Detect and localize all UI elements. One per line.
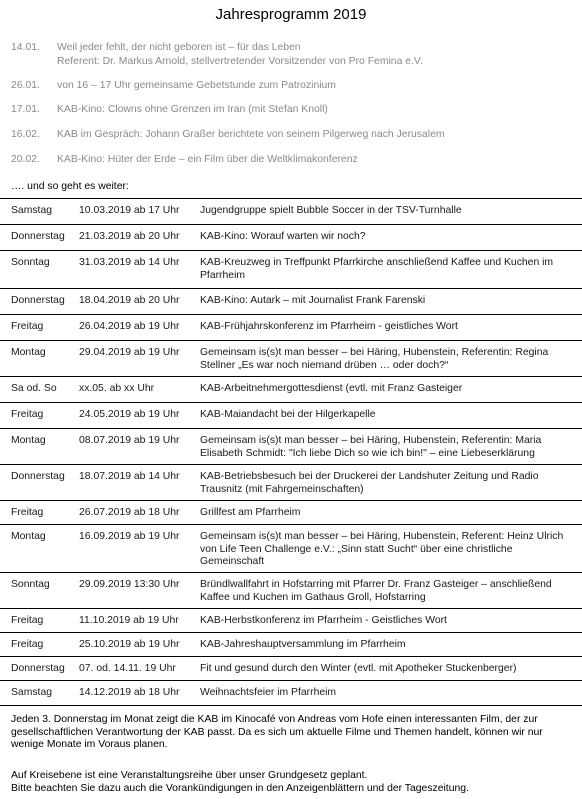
event-text: Gemeinsam is(s)t man besser – bei Häring, Hubenstein, Referentin: Maria Elisabeth Schmidt: "Ich liebe Dich so wie ich bin!" – eine Liebeserklärung [200,435,542,459]
event-day: Montag [11,435,46,446]
event-text: KAB-Herbstkonferenz im Pfarrheim - Geistliches Wort [200,615,447,626]
event-when: 10.03.2019 ab 17 Uhr [79,205,180,216]
event-row [0,680,582,705]
event-day: Samstag [11,205,53,216]
event-row [0,524,582,573]
event-text: KAB-Arbeitnehmergottesdienst (evtl. mit Franz Gasteiger [200,383,463,394]
event-when: 18.04.2019 ab 20 Uhr [79,295,180,306]
event-text: Jugendgruppe spielt Bubble Soccer in der TSV-Turnhalle [200,205,462,216]
event-day: Samstag [11,687,53,698]
event-text: KAB-Kino: Autark – mit Journalist Frank Farenski [200,295,426,306]
event-day: Sa od. So [11,383,57,394]
event-when: xx.05. ab xx Uhr [79,383,155,394]
event-row [0,376,582,403]
event-text: KAB-Betriebsbesuch bei der Druckerei der Landshuter Zeitung und Radio Trausnitz (mit Fahrgemeinschaften) [200,471,539,495]
event-when: 31.03.2019 ab 14 Uhr [79,257,180,268]
event-row [0,500,582,525]
event-text: Weihnachtsfeier im Pfarrheim [200,687,337,698]
event-row [0,340,582,377]
event-text: KAB-Kreuzweg in Treffpunkt Pfarrkirche anschließend Kaffee und Kuchen im Pfarrheim [200,257,554,281]
event-row [0,428,582,465]
event-text: KAB-Jahreshauptversammlung im Pfarrheim [200,639,406,650]
event-row [0,402,582,429]
continue-text: …. und so geht es weiter: [11,181,129,192]
event-when: 29.04.2019 ab 19 Uhr [79,347,180,358]
event-day: Montag [11,531,46,542]
event-when: 21.03.2019 ab 20 Uhr [79,231,180,242]
past-event-date: 17.01. [11,104,40,115]
event-day: Donnerstag [11,231,65,242]
event-row [0,314,582,341]
past-event-text: Weil jeder fehlt, der nicht geboren ist – für das Leben [57,42,301,53]
event-day: Freitag [11,409,44,420]
event-when: 14.12.2019 ab 18 Uhr [79,687,180,698]
event-day: Montag [11,347,46,358]
event-day: Freitag [11,615,44,626]
footer-paragraph: Jeden 3. Donnerstag im Monat zeigt die KAB im Kinocafé von Andreas vom Hofe einen interessanten Film, der zur gesellschaftlichen Verantwortung der KAB passt. Da es sich um aktuelle Filme und Themen handelt, können wir nur wenige Monate im Voraus planen. [11,714,543,751]
event-when: 29.09.2019 13:30 Uhr [79,579,180,590]
event-when: 26.07.2019 ab 18 Uhr [79,507,180,518]
event-text: KAB-Kino: Worauf warten wir noch? [200,231,366,242]
event-day: Freitag [11,321,44,332]
past-event-date: 16.02. [11,129,40,140]
event-day: Sonntag [11,579,50,590]
event-day: Donnerstag [11,471,65,482]
event-day: Freitag [11,507,44,518]
event-day: Donnerstag [11,663,65,674]
event-row [0,224,582,251]
event-text: KAB-Frühjahrskonferenz im Pfarrheim - geistliches Wort [200,321,458,332]
table-bottom-divider [0,705,582,706]
past-event-text: Referent: Dr. Markus Arnold, stellvertretender Vorsitzender von Pro Femina e.V. [57,56,423,67]
event-when: 11.10.2019 ab 19 Uhr [79,615,179,626]
event-row [0,632,582,657]
footer-note-line: Auf Kreisebene ist eine Veranstaltungsreihe über unser Grundgesetz geplant. [11,770,368,781]
event-row [0,656,582,681]
event-when: 16.09.2019 ab 19 Uhr [79,531,180,542]
past-event-text: von 16 – 17 Uhr gemeinsame Gebetstunde zum Patrozinium [57,80,336,91]
event-when: 26.04.2019 ab 19 Uhr [79,321,180,332]
event-day: Donnerstag [11,295,65,306]
event-day: Freitag [11,639,44,650]
event-text: Gemeinsam is(s)t man besser – bei Häring, Hubenstein, Referentin: Regina Stellner „Es war noch niemand drüben … oder doch?“ [200,347,549,371]
footer-note-line: Bitte beachten Sie dazu auch die Vorankündigungen in den Anzeigenblättern und der Tageszeitung. [11,783,469,794]
event-when: 24.05.2019 ab 19 Uhr [79,409,180,420]
past-event-date: 26.01. [11,80,40,91]
event-when: 07. od. 14.11. 19 Uhr [79,663,176,674]
past-event-date: 14.01. [11,42,40,53]
event-text: Gemeinsam is(s)t man besser – bei Häring, Hubenstein, Referent: Heinz Ulrich von Life Teen Challenge e.V.: „Sinn statt Sucht“ über eine christliche Gemeinschaft [200,531,564,568]
event-row [0,608,582,633]
page-title: Jahresprogramm 2019 [215,6,367,23]
event-day: Sonntag [11,257,50,268]
past-event-text: KAB-Kino: Clowns ohne Grenzen im Iran (mit Stefan Knoll) [57,104,328,115]
event-row [0,288,582,315]
event-when: 18.07.2019 ab 14 Uhr [79,471,180,482]
event-text: Grillfest am Pfarrheim [200,507,301,518]
past-event-date: 20.02. [11,154,40,165]
event-row [0,250,582,289]
past-event-text: KAB-Kino: Hüter der Erde – ein Film über die Weltklimakonferenz [57,154,358,165]
event-row [0,198,582,225]
event-text: Fit und gesund durch den Winter (evtl. mit Apotheker Stuckenberger) [200,663,517,674]
event-when: 08.07.2019 ab 19 Uhr [79,435,180,446]
event-text: Bründlwallfahrt in Hofstarring mit Pfarrer Dr. Franz Gasteiger – anschließend Kaffee und Kuchen im Gathaus Groll, Hofstarring [200,579,552,603]
past-event-text: KAB im Gespräch: Johann Graßer berichtete von seinem Pilgerweg nach Jerusalem [57,129,445,140]
event-text: KAB-Maiandacht bei der Hilgerkapelle [200,409,376,420]
event-when: 25.10.2019 ab 19 Uhr [79,639,180,650]
event-row [0,464,582,501]
event-row [0,572,582,609]
